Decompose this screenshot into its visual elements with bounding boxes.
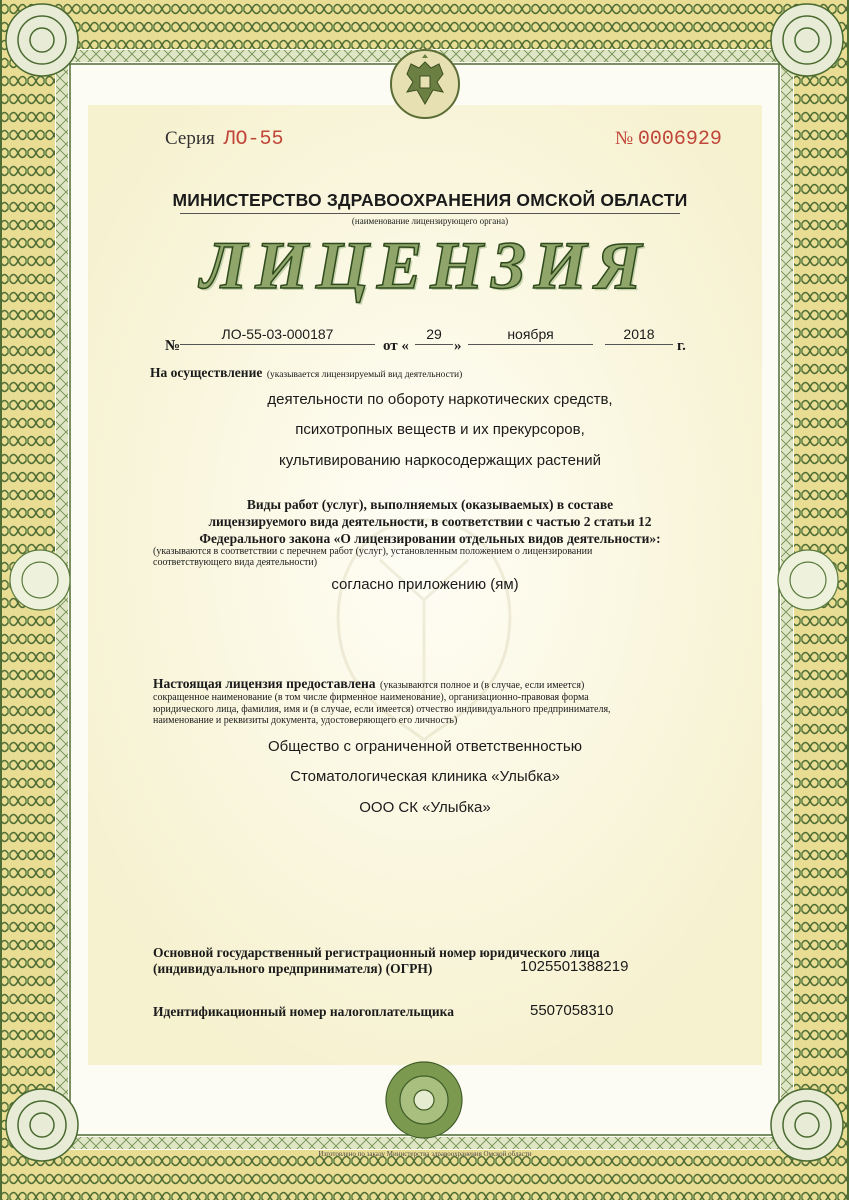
licensee-heading <box>153 677 733 692</box>
series-field <box>165 128 284 151</box>
ogrn-label-line-2: (индивидуального предпринимателя) (ОГРН) <box>153 961 433 976</box>
license-number-label: № <box>165 338 181 354</box>
inn-value: 5507058310 <box>530 1002 614 1019</box>
works-caption <box>153 546 723 568</box>
licensee-brand-name: Стоматологическая клиника «Улыбка» <box>290 768 560 785</box>
license-date-day: 29 <box>415 326 453 345</box>
license-date-from-label: от « <box>383 338 409 354</box>
works-heading-line-2: лицензируемого вида деятельности, в соответствии с частью 2 статьи 12 <box>208 514 652 529</box>
licensee-caption-first: (указываются полное и (в случае, если имеется) <box>379 680 585 691</box>
printing-note: Изготовлено по заказу Министерства здравоохранения Омской области <box>318 1150 532 1158</box>
licensee-short-name: ООО СК «Улыбка» <box>359 799 491 816</box>
licensee-label: Настоящая лицензия предоставлена <box>153 676 376 691</box>
authority-underline <box>180 213 680 214</box>
license-date-year: 2018 <box>605 326 673 345</box>
works-value: согласно приложению (ям) <box>331 576 519 593</box>
ogrn-value: 1025501388219 <box>520 958 629 975</box>
series-value: ЛО-55 <box>223 128 284 151</box>
authority-caption: (наименование лицензирующего органа) <box>351 216 509 226</box>
license-date-day-close: » <box>454 338 462 354</box>
licensee-caption-line-1: сокращенное наименование (в том числе фирменное наименование), организационно-правовая форма <box>153 692 589 703</box>
works-heading <box>130 496 730 547</box>
double-headed-eagle-emblem-icon <box>389 48 461 120</box>
licensee-caption <box>153 692 753 727</box>
activity-line-3: культивированию наркосодержащих растений <box>279 452 601 469</box>
activity-heading <box>150 364 710 382</box>
series-label: Серия <box>165 128 215 149</box>
activity-line-2: психотропных веществ и их прекурсоров, <box>295 421 585 438</box>
licensee-caption-line-2: юридического лица, фамилия, имя и (в случае, если имеется) отчество индивидуального предпринимателя, <box>153 703 611 715</box>
inn-label: Идентификационный номер налогоплательщика <box>153 1004 454 1019</box>
document-title: ЛИЦЕНЗИЯ <box>200 227 650 303</box>
form-number-field <box>615 128 722 151</box>
license-date-month: ноября <box>468 326 593 345</box>
licensee-full-name: Общество с ограниченной ответственностью <box>268 738 582 755</box>
activity-label: На осуществление <box>150 365 263 380</box>
works-heading-line-3: Федерального закона «О лицензировании отдельных видов деятельности»: <box>199 531 661 546</box>
license-number-value: ЛО-55-03-000187 <box>180 326 375 345</box>
activity-line-1: деятельности по обороту наркотических средств, <box>267 391 613 408</box>
activity-caption: (указывается лицензируемый вид деятельности) <box>266 370 463 380</box>
license-date-year-suffix: г. <box>677 338 686 354</box>
works-caption-line-2: соответствующего вида деятельности) <box>153 557 318 568</box>
ogrn-label-line-1: Основной государственный регистрационный номер юридического лица <box>153 945 600 960</box>
works-caption-line-1: (указываются в соответствии с перечнем работ (услуг), установленным положением о лицензировании <box>153 546 593 557</box>
licensing-authority-name: МИНИСТЕРСТВО ЗДРАВООХРАНЕНИЯ ОМСКОЙ ОБЛАСТИ <box>172 190 688 210</box>
ogrn-label <box>153 945 733 977</box>
form-number-value: 0006929 <box>637 128 722 151</box>
number-label: № <box>615 128 634 149</box>
works-heading-line-1: Виды работ (услуг), выполняемых (оказываемых) в составе <box>246 497 614 512</box>
licensee-caption-line-3: наименование и реквизиты документа, удостоверяющего его личность) <box>153 715 458 726</box>
